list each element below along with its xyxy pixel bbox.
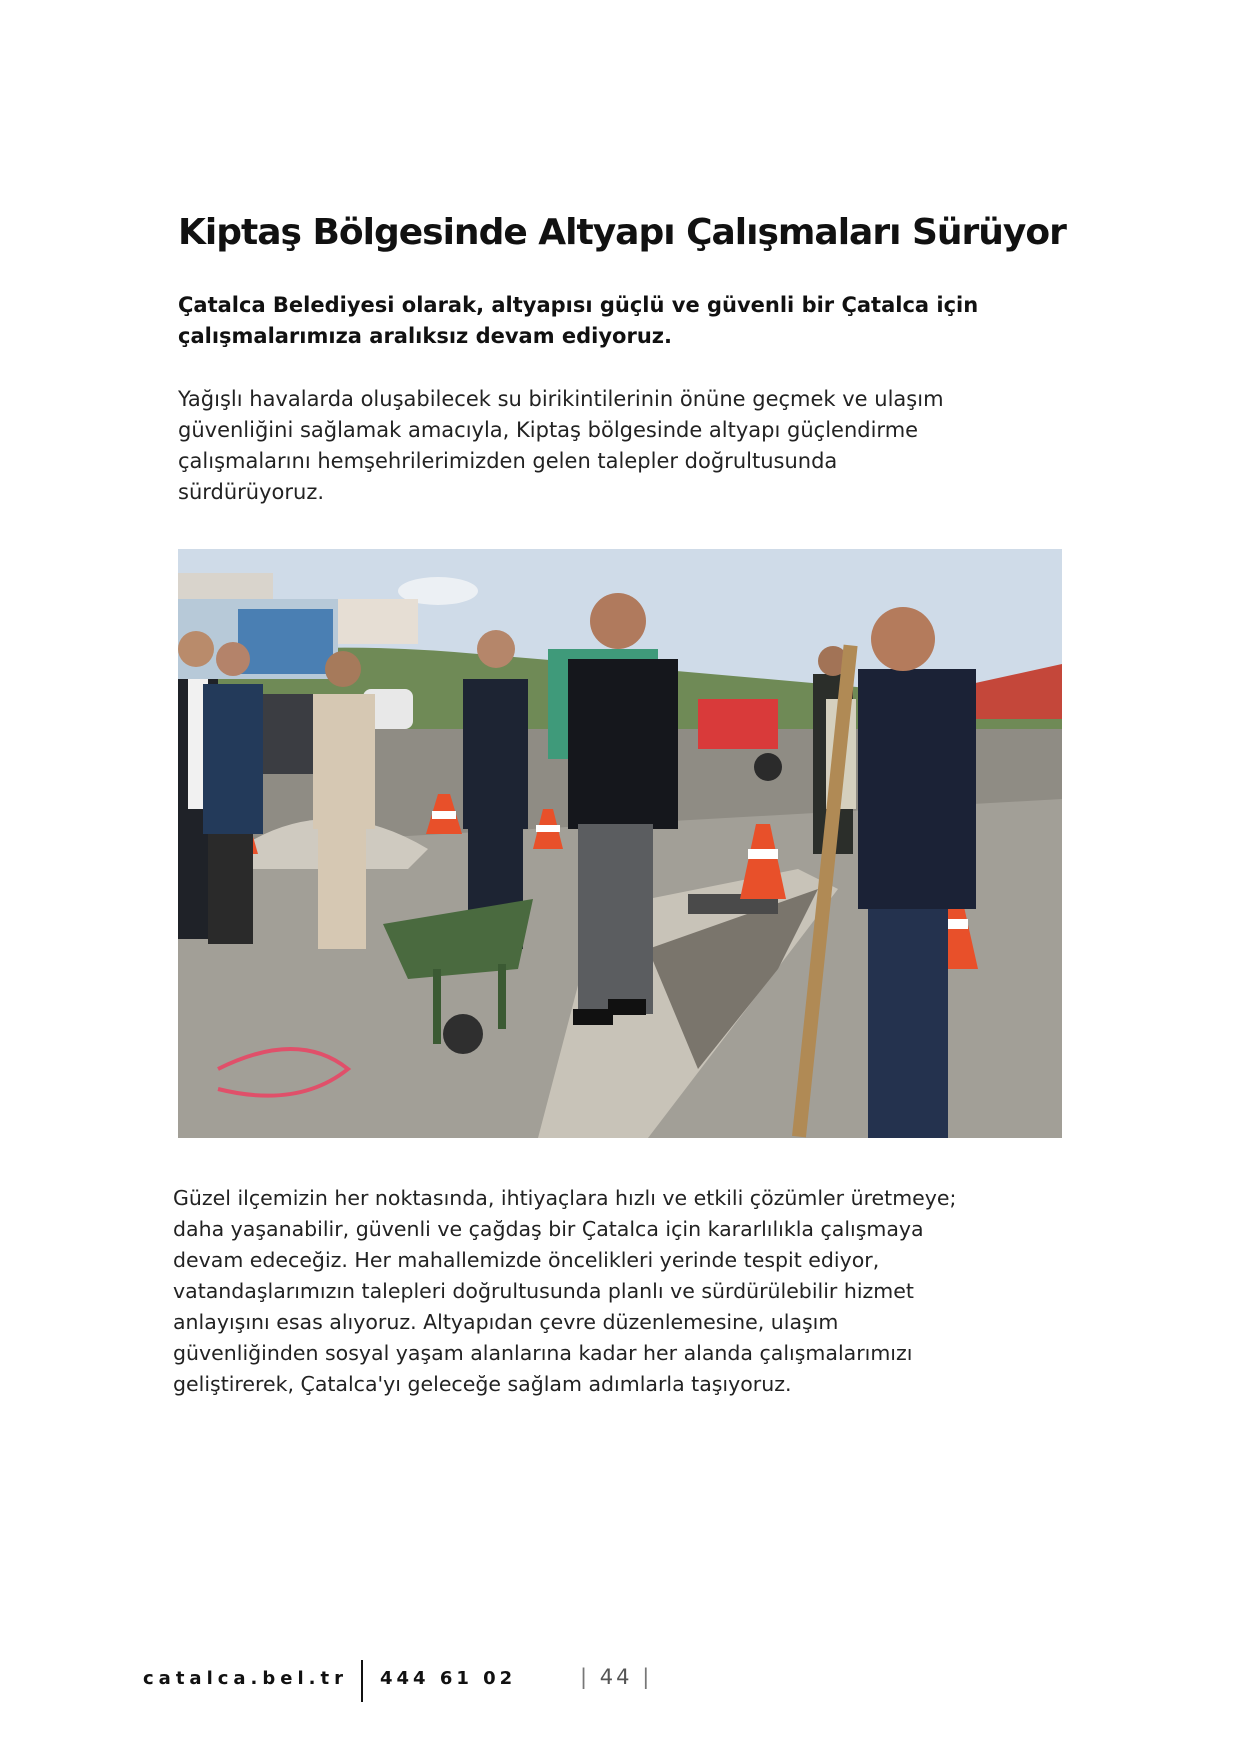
intro-paragraph	[178, 384, 1078, 508]
page-title: Kiptaş Bölgesinde Altyapı Çalışmaları Sürüyor	[178, 212, 1066, 253]
body-line: Güzel ilçemizin her noktasında, ihtiyaçlara hızlı ve etkili çözümler üretmeye;	[173, 1186, 957, 1210]
body-line: vatandaşlarımızın talepleri doğrultusunda planlı ve sürdürülebilir hizmet	[173, 1279, 914, 1303]
lead-paragraph	[178, 290, 1078, 352]
page-separator-left: |	[580, 1665, 591, 1689]
intro-line: Yağışlı havalarda oluşabilecek su birikintilerinin önüne geçmek ve ulaşım	[178, 387, 944, 411]
lead-line: Çatalca Belediyesi olarak, altyapısı güçlü ve güvenli bir Çatalca için	[178, 293, 979, 317]
body-line: anlayışını esas alıyoruz. Altyapıdan çevre düzenlemesine, ulaşım	[173, 1310, 839, 1334]
intro-line: sürdürüyoruz.	[178, 480, 325, 504]
page-number: 44	[599, 1665, 633, 1689]
body-line: devam edeceğiz. Her mahallemizde öncelikleri yerinde tespit ediyor,	[173, 1248, 880, 1272]
footer-website: catalca.bel.tr	[143, 1668, 348, 1689]
body-line: daha yaşanabilir, güvenli ve çağdaş bir Çatalca için kararlılıkla çalışmaya	[173, 1217, 924, 1241]
lead-line: çalışmalarımıza aralıksız devam ediyoruz.	[178, 324, 672, 348]
article-photo	[178, 549, 1062, 1138]
body-paragraph	[173, 1183, 1073, 1400]
intro-line: güvenliğini sağlamak amacıyla, Kiptaş bölgesinde altyapı güçlendirme	[178, 418, 919, 442]
footer-page-number	[580, 1665, 652, 1689]
body-line: güvenliğinden sosyal yaşam alanlarına kadar her alanda çalışmalarımızı	[173, 1341, 913, 1365]
footer-divider	[361, 1660, 363, 1702]
footer-phone: 444 61 02	[380, 1668, 517, 1689]
intro-line: çalışmalarını hemşehrilerimizden gelen talepler doğrultusunda	[178, 449, 838, 473]
page-separator-right: |	[642, 1665, 653, 1689]
body-line: geliştirerek, Çatalca'yı geleceğe sağlam adımlarla taşıyoruz.	[173, 1372, 792, 1396]
